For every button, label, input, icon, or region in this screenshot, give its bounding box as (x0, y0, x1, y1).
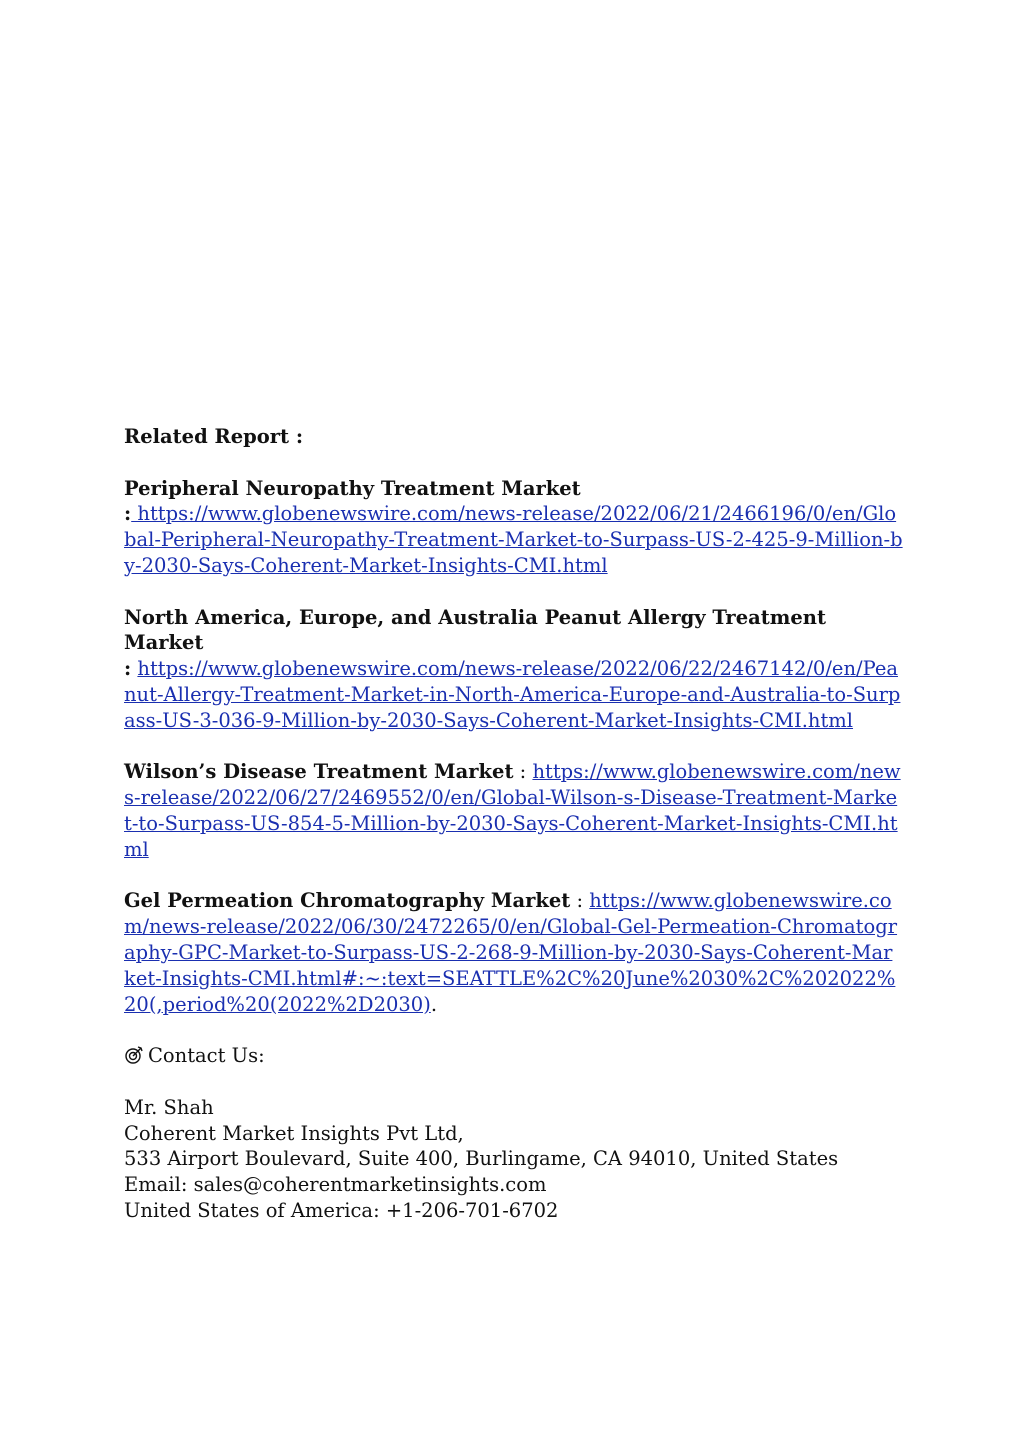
report-entry (124, 759, 904, 862)
report-entry (124, 605, 904, 734)
report-separator: : (124, 502, 132, 526)
contact-email: Email: sales@coherentmarketinsights.com (124, 1173, 547, 1197)
related-report-section (124, 424, 904, 450)
related-report-title: Related Report : (124, 425, 304, 448)
contact-company: Coherent Market Insights Pvt Ltd, (124, 1121, 464, 1145)
report-name: Peripheral Neuropathy Treatment Market (124, 476, 581, 500)
report-name: Wilson’s Disease Treatment Market (124, 760, 514, 784)
report-link[interactable]: https://www.globenewswire.com/news-release/2022/06/27/2469552/0/en/Global-Wilson-s-Disease-Treatment-Market-to-Surpass-US-854-5-Million-by-2030-Says-Coherent-Market-Insights-CMI.html (124, 760, 901, 861)
report-name: Gel Permeation Chromatography Market (124, 889, 571, 913)
contact-label: Contact Us: (148, 1044, 265, 1068)
report-separator: : (576, 889, 584, 913)
report-separator: : (124, 657, 132, 681)
report-link[interactable]: https://www.globenewswire.com/news-release/2022/06/22/2467142/0/en/Peanut-Allergy-Treatment-Market-in-North-America-Europe-and-Australia-to-Surpass-US-3-036-9-Million-by-2030-Says-Coherent-Market-Insights-CMI.html (124, 657, 901, 732)
report-link[interactable]: https://www.globenewswire.com/news-release/2022/06/30/2472265/0/en/Global-Gel-Permeation-Chromatography-GPC-Market-to-Surpass-US-2-268-9-Million-by-2030-Says-Coherent-Market-Insights-CMI.html#:~:text=SEATTLE%2C%20June%2030%2C%202022%20(,period%20(2022%2D2030) (124, 889, 898, 1016)
document-body (124, 424, 904, 1224)
report-trailing: . (430, 992, 438, 1016)
report-entry (124, 476, 904, 579)
report-name: North America, Europe, and Australia Peanut Allergy Treatment Market (124, 605, 826, 655)
contact-phone: United States of America: +1-206-701-6702 (124, 1198, 559, 1222)
report-link[interactable]: https://www.globenewswire.com/news-release/2022/06/21/2466196/0/en/Global-Peripheral-Neuropathy-Treatment-Market-to-Surpass-US-2-425-9-Million-by-2030-Says-Coherent-Market-Insights-CMI.html (124, 502, 903, 577)
contact-address: 533 Airport Boulevard, Suite 400, Burlingame, CA 94010, United States (124, 1147, 839, 1171)
contact-heading-row (124, 1043, 904, 1069)
target-arrow-icon (124, 1045, 144, 1065)
contact-details (124, 1095, 904, 1224)
report-separator: : (519, 760, 527, 784)
report-entry (124, 888, 904, 1017)
contact-name: Mr. Shah (124, 1095, 214, 1119)
